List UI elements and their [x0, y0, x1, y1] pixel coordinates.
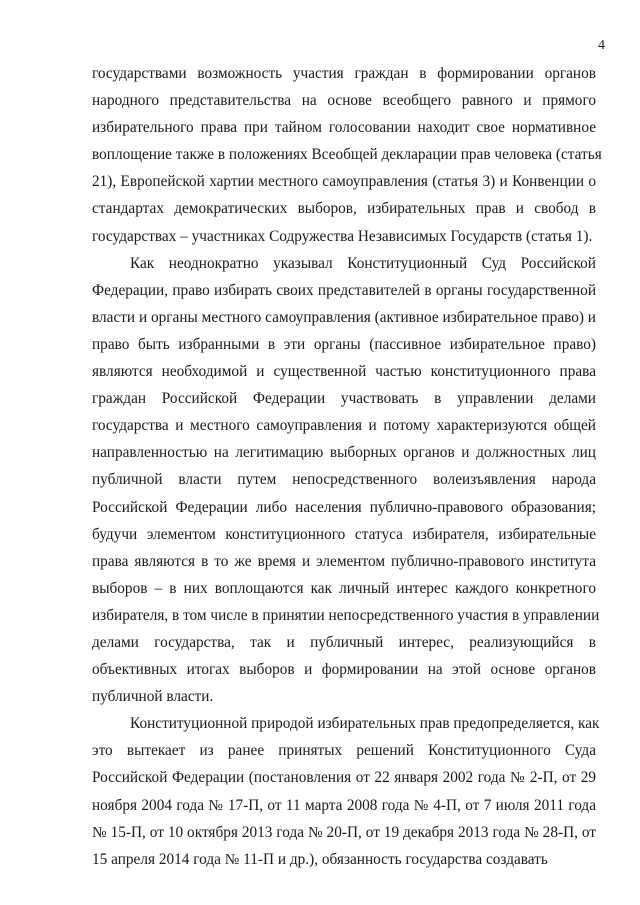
text-line: право быть избранными в эти органы (пассивное избирательное право)	[92, 335, 596, 353]
text-line: права являются в то же время и элементом публично-правового института	[92, 552, 596, 570]
text-line: 21), Европейской хартии местного самоуправления (статья 3) и Конвенции о	[92, 173, 596, 191]
text-line: Российской Федерации (постановления от 22 января 2002 года № 2-П, от 29	[92, 769, 596, 787]
text-line: государства и местного самоуправления и потому характеризуются общей	[92, 417, 596, 435]
text-line: Конституционной природой избирательных прав предопределяется, как	[130, 715, 600, 733]
page-number: 4	[598, 38, 605, 53]
text-line: являются необходимой и существенной частью конституционного права	[92, 363, 596, 381]
text-line: № 15-П, от 10 октября 2013 года № 20-П, от 19 декабря 2013 года № 28-П, от	[92, 823, 596, 841]
text-line: народного представительства на основе всеобщего равного и прямого	[92, 92, 596, 110]
text-line: это вытекает из ранее принятых решений Конституционного Суда	[92, 742, 596, 760]
text-line: Как неоднократно указывал Конституционный Суд Российской	[130, 254, 596, 272]
text-line: 15 апреля 2014 года № 11-П и др.), обязанность государства создавать	[92, 850, 548, 868]
text-line: делами государства, так и публичный интерес, реализующийся в	[92, 633, 596, 651]
text-line: Российской Федерации либо населения публично-правового образования;	[92, 498, 596, 516]
text-line: государствах – участниках Содружества Независимых Государств (статья 1).	[92, 227, 593, 245]
text-line: воплощение также в положениях Всеобщей декларации прав человека (статья	[92, 146, 602, 164]
paragraph	[92, 250, 600, 711]
text-line: стандартах демократических выборов, избирательных прав и свобод в	[92, 200, 596, 218]
text-line: ноября 2004 года № 17-П, от 11 марта 2008 года № 4-П, от 7 июля 2011 года	[92, 796, 596, 814]
text-line: государствами возможность участия граждан в формировании органов	[92, 65, 596, 82]
text-line: публичной власти путем непосредственного волеизъявления народа	[92, 471, 596, 489]
text-line: объективных итогах выборов и формировании на этой основе органов	[92, 661, 596, 679]
document-body	[92, 60, 602, 873]
text-line: избирателя, в том числе в принятии непосредственного участия в управлении	[92, 606, 600, 624]
paragraph	[92, 60, 602, 250]
text-line: Федерации, право избирать своих представителей в органы государственной	[92, 281, 596, 299]
text-line: выборов – в них воплощаются как личный интерес каждого конкретного	[92, 579, 596, 597]
text-line: публичной власти.	[92, 688, 214, 706]
text-line: направленностью на легитимацию выборных органов и должностных лиц	[92, 444, 596, 462]
paragraph	[92, 710, 600, 873]
text-line: избирательного права при тайном голосовании находит свое нормативное	[92, 119, 596, 137]
text-line: будучи элементом конституционного статуса избирателя, избирательные	[92, 525, 596, 543]
text-line: власти и органы местного самоуправления (активное избирательное право) и	[92, 308, 596, 326]
text-line: граждан Российской Федерации участвовать в управлении делами	[92, 390, 596, 408]
